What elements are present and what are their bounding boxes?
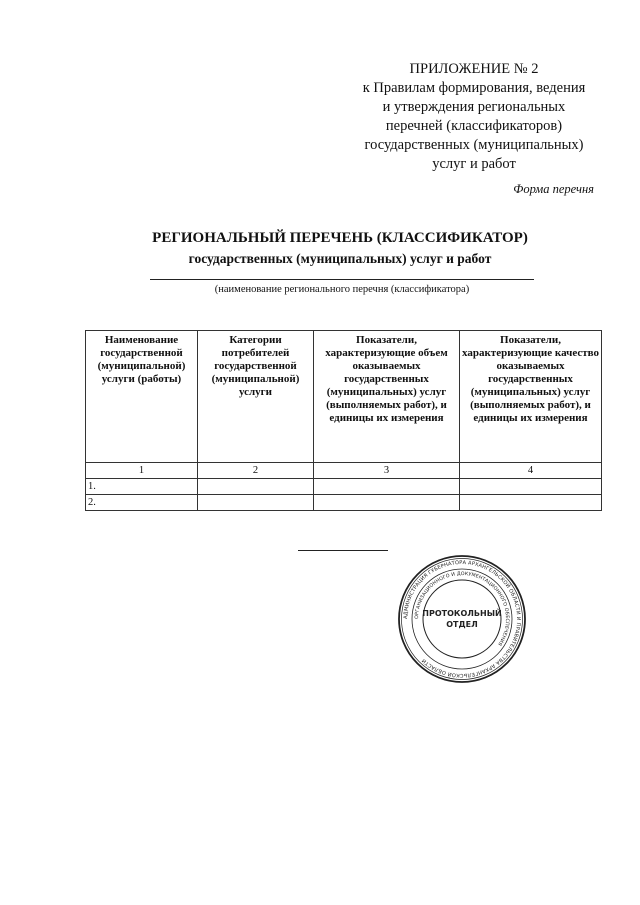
annex-title: ПРИЛОЖЕНИЕ № 2 [409,61,539,77]
table-cell [198,495,314,511]
table-cell [460,495,602,511]
annex-block [346,60,602,174]
table-header-row [86,331,602,463]
header-consumer-categories: Категории потребителей государственной (муниципальной) услуги [198,331,314,463]
annex-line: к Правилам формирования, ведения [362,80,586,96]
column-number: 4 [460,463,602,479]
closing-line [298,550,388,551]
document-subtitle: государственных (муниципальных) услуг и работ [188,251,492,266]
annex-line: государственных (муниципальных) [364,137,584,153]
official-seal [396,553,528,685]
annex-line: услуг и работ [432,156,516,172]
header-volume-indicators: Показатели, характеризующие объем оказываемых государственных (муниципальных) услуг (выполняемых работ), и единицы их измерения [314,331,460,463]
seal-center-line1: ПРОТОКОЛЬНЫЙ [422,609,502,618]
table-cell [314,479,460,495]
form-label: Форма перечня [513,182,594,196]
table-cell [314,495,460,511]
header-quality-indicators: Показатели, характеризующие качество оказываемых государственных (муниципальных) услуг (выполняемых работ), и единицы их измерения [460,331,602,463]
table-cell: 1. [86,479,198,495]
column-number: 2 [198,463,314,479]
table-cell [460,479,602,495]
seal-outer-text: АДМИНИСТРАЦИЯ ГУБЕРНАТОРА АРХАНГЕЛЬСКОЙ ОБЛАСТИ И ПРАВИТЕЛЬСТВА АРХАНГЕЛЬСКОЙ ОБЛАСТИ [402,559,522,679]
annex-line: перечней (классификаторов) [385,118,563,134]
name-caption: (наименование регионального перечня (классификатора) [214,284,470,295]
column-number: 3 [314,463,460,479]
table-cell: 2. [86,495,198,511]
document-title: РЕГИОНАЛЬНЫЙ ПЕРЕЧЕНЬ (КЛАССИФИКАТОР) [152,230,528,246]
column-number-row [86,463,602,479]
seal-inner-text: ОРГАНИЗАЦИОННОГО И ДОКУМЕНТАЦИОННОГО ОБЕСПЕЧЕНИЯ [414,571,510,647]
table-cell [198,479,314,495]
table-row [86,479,602,495]
seal-center-line2: ОТДЕЛ [446,620,478,629]
column-number: 1 [86,463,198,479]
header-service-name: Наименование государственной (муниципальной) услуги (работы) [86,331,198,463]
name-fill-line [150,279,534,280]
table-row [86,495,602,511]
annex-line: и утверждения региональных [382,99,566,115]
svg-text:АДМИНИСТРАЦИЯ ГУБЕРНАТОРА АРХА [403,560,521,678]
classifier-table [85,330,602,511]
